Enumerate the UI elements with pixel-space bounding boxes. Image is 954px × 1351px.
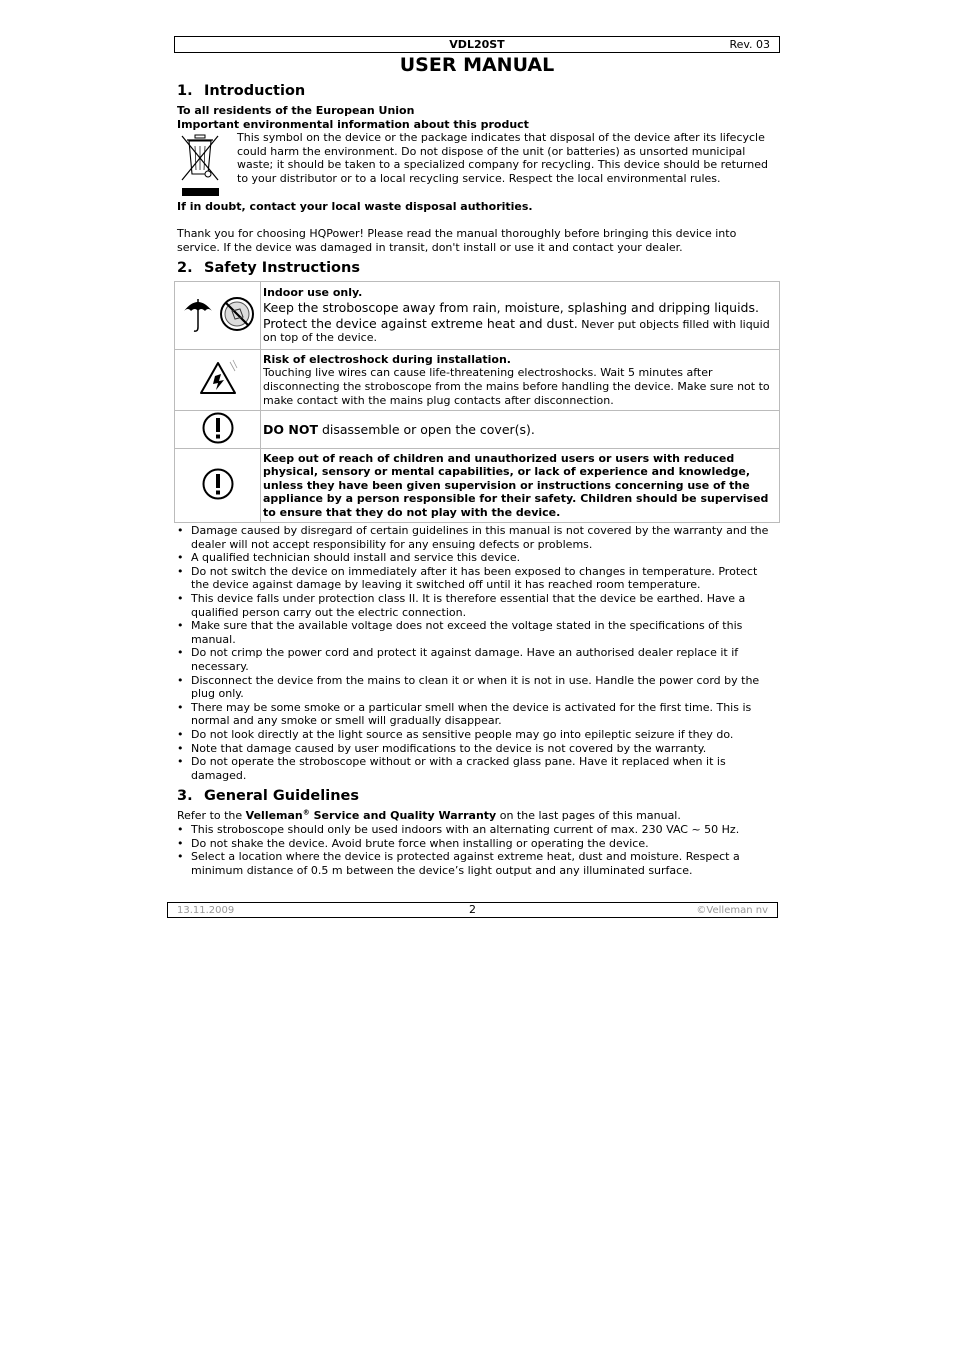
weee-symbol-text: This symbol on the device or the package indicates that disposal of the device after its lifecycle could harm the environment. Do not dispose of the unit (or batteries) as unsorted municipal waste; it should be taken to a specialized company for recycling. This device should be returned to your distributor or to a local recycling service. Respect the local environmental rules.: [237, 131, 769, 185]
section-heading-safety: 2. Safety Instructions: [177, 260, 360, 276]
page-footer: [167, 902, 778, 918]
safety-row-cover: [175, 411, 780, 449]
exclamation-icon: [201, 412, 235, 444]
list-item: • Select a location where the device is protected against extreme heat, dust and moisture. Respect a minimum distance of 0.5 m between the device’s light output and any illuminated surface.: [177, 850, 777, 877]
safety-bullet-list: [177, 524, 777, 782]
list-item: • There may be some smoke or a particular smell when the device is activated for the first time. This is normal and any smoke or smell will gradually disappear.: [177, 701, 777, 728]
list-item: • Note that damage caused by user modifications to the device is not covered by the warranty.: [177, 742, 777, 756]
weee-bin-icon: [178, 132, 222, 198]
document-title: USER MANUAL: [399, 54, 555, 76]
electroshock-warning-icon: [197, 359, 239, 397]
safety-row-text-small: Never put objects filled with liquid on top of the device.: [263, 317, 770, 345]
safety-row-bold: DO NOT: [263, 421, 318, 437]
footer-date: 13.11.2009: [177, 905, 235, 916]
section-heading-introduction: 1. Introduction: [177, 83, 306, 99]
environment-info-line: Important environmental information about this product: [177, 118, 529, 131]
list-item: • Do not shake the device. Avoid brute force when installing or operating the device.: [177, 837, 777, 851]
disposal-authorities-line: If in doubt, contact your local waste disposal authorities.: [177, 200, 533, 213]
thank-you-paragraph: Thank you for choosing HQPower! Please read the manual thoroughly before bringing this device into service. If the device was damaged in transit, don't install or use it and contact your dealer.: [177, 227, 737, 254]
model-name: VDL20ST: [449, 38, 505, 51]
list-item: • Do not operate the stroboscope without or with a cracked glass pane. Have it replaced when it is damaged.: [177, 755, 777, 782]
safety-row-text: Touching live wires can cause life-threatening electroshocks. Wait 5 minutes after disconnecting the stroboscope from the mains before handling the device. Make sure not to make contact with the mains plug contacts after disconnection.: [263, 366, 770, 407]
warranty-reference: Refer to the Velleman® Service and Quality Warranty on the last pages of this manual.: [177, 808, 681, 822]
list-item: • Do not switch the device on immediately after it has been exposed to changes in temperature. Protect the device against damage by leaving it switched off until it has reached room temperature.: [177, 565, 777, 592]
list-item: • A qualified technician should install and service this device.: [177, 551, 777, 565]
safety-row-title: Indoor use only.: [263, 286, 363, 300]
safety-row-text: Keep the stroboscope away from rain, moisture, splashing and dripping liquids. Protect the device against extreme heat and dust.: [263, 299, 759, 331]
safety-row-text: disassemble or open the cover(s).: [317, 421, 535, 437]
list-item: • Make sure that the available voltage does not exceed the voltage stated in the specifications of this manual.: [177, 619, 777, 646]
umbrella-no-liquid-icon: [180, 293, 256, 335]
page-header: [174, 36, 780, 53]
safety-row-title: Risk of electroshock during installation.: [263, 352, 511, 366]
safety-table: [174, 281, 780, 523]
exclamation-icon: [201, 468, 235, 500]
list-item: • This device falls under protection class II. It is therefore essential that the device be earthed. Have a qualified person carry out the electric connection.: [177, 592, 777, 619]
safety-row-indoor: [175, 282, 780, 350]
list-item: • Disconnect the device from the mains to clean it or when it is not in use. Handle the power cord by the plug only.: [177, 674, 777, 701]
page-number: 2: [469, 903, 476, 916]
eu-residents-line: To all residents of the European Union: [177, 104, 415, 117]
list-item: • This stroboscope should only be used indoors with an alternating current of max. 230 VAC ~ 50 Hz.: [177, 823, 777, 837]
revision: Rev. 03: [729, 38, 770, 51]
list-item: • Do not look directly at the light source as sensitive people may go into epileptic seizure if they do.: [177, 728, 777, 742]
safety-row-text: Keep out of reach of children and unauthorized users or users with reduced physical, sensory or mental capabilities, or lack of experience and knowledge, unless they have been given supervision or instructions concerning use of the appliance by a person responsible for their safety. Children should be supervised to ensure that they do not play with the device.: [261, 449, 780, 523]
safety-row-electroshock: [175, 350, 780, 411]
section-heading-general: 3. General Guidelines: [177, 788, 359, 804]
footer-copyright: ©Velleman nv: [696, 905, 768, 916]
list-item: • Damage caused by disregard of certain guidelines in this manual is not covered by the warranty and the dealer will not accept responsibility for any ensuing defects or problems.: [177, 524, 777, 551]
list-item: • Do not crimp the power cord and protect it against damage. Have an authorised dealer replace it if necessary.: [177, 646, 777, 673]
general-bullet-list: [177, 823, 777, 877]
safety-row-children: [175, 449, 780, 523]
